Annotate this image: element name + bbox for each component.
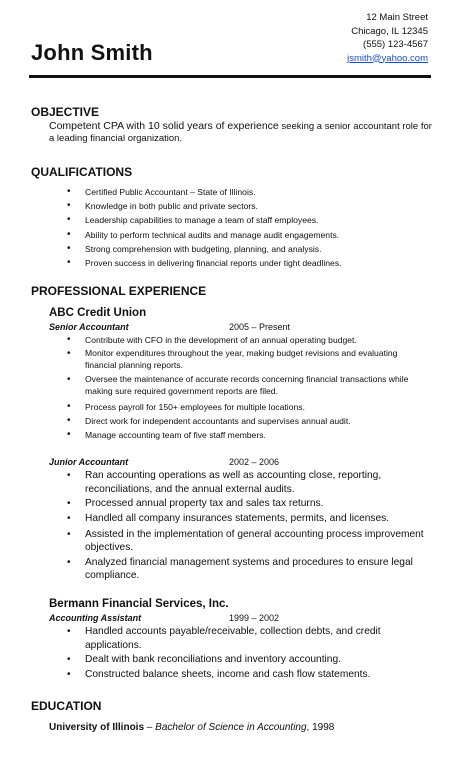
header-divider — [29, 75, 431, 78]
objective-text-lead: Competent CPA with 10 solid years of experience — [49, 120, 279, 132]
list-item — [31, 185, 437, 199]
qualifications-list — [31, 185, 437, 270]
bullet-icon: • — [67, 470, 71, 482]
list-item — [31, 242, 437, 256]
bullet-icon: • — [67, 668, 71, 680]
duty-text: Handled all company insurances statements, permits, and licenses. — [85, 513, 390, 524]
education-separator: – — [144, 722, 156, 734]
role-line — [49, 612, 437, 624]
list-item — [31, 400, 437, 414]
bullet-icon: • — [67, 334, 71, 346]
duty-text: Constructed balance sheets, income and cash flow statements. — [85, 668, 371, 680]
qualification-text: Proven success in delivering financial reports under tight deadlines. — [85, 258, 342, 269]
employer-name: ABC Credit Union — [49, 307, 147, 320]
bullet-icon: • — [67, 513, 71, 524]
qualification-text: Leadership capabilities to manage a team of staff employees. — [85, 215, 319, 226]
duty-text: Analyzed financial management systems and procedures to ensure legal compliance. — [85, 556, 413, 582]
objective-heading: OBJECTIVE — [31, 105, 100, 119]
job-title: Accounting Assistant — [49, 612, 142, 623]
job-dates: 2005 – Present — [229, 322, 291, 333]
school-name: University of Illinois — [49, 722, 145, 734]
qualification-text: Strong comprehension with budgeting, planning, and analysis. — [85, 243, 322, 254]
duty-text: Manage accounting team of five staff members. — [85, 430, 266, 441]
duty-text: Assisted in the implementation of general accounting process improvement objectives. — [85, 528, 424, 554]
bullet-icon: • — [67, 528, 71, 540]
bullet-icon: • — [67, 429, 71, 441]
bullet-icon: • — [67, 556, 71, 568]
role-line — [49, 321, 437, 333]
bullet-icon: • — [67, 625, 71, 637]
duty-text: Ran accounting operations as well as accounting close, reporting, reconciliations, and the annual external audits. — [85, 470, 382, 495]
address-line-2: Chicago, IL 12345 — [351, 25, 428, 37]
list-item — [31, 497, 437, 512]
list-item — [31, 414, 437, 428]
qualification-text: Certified Public Accountant – State of Illinois. — [85, 187, 256, 197]
duty-text: Process payroll for 150+ employees for multiple locations. — [85, 401, 305, 412]
job-dates: 2002 – 2006 — [229, 457, 280, 468]
duty-text: Dealt with bank reconciliations and inventory accounting. — [85, 654, 341, 666]
role-line — [49, 456, 437, 468]
phone-number: (555) 123-4567 — [363, 39, 428, 50]
bullet-icon: • — [67, 374, 71, 386]
list-item — [31, 653, 437, 668]
role-duties-list — [31, 469, 437, 583]
role-duties-list — [31, 625, 437, 682]
bullet-icon: • — [67, 348, 71, 360]
duty-text: Processed annual property tax and sales tax returns. — [85, 498, 324, 510]
objective-text — [49, 120, 437, 145]
duty-text: Direct work for independent accountants and supervises annual audit. — [85, 415, 351, 426]
bullet-icon: • — [67, 257, 71, 269]
email-link[interactable]: jsmith@yahoo.com — [347, 52, 428, 64]
list-item — [31, 199, 437, 213]
bullet-icon: • — [67, 200, 71, 212]
duty-text: Contribute with CFO in the development of an annual operating budget. — [85, 335, 357, 346]
bullet-icon: • — [67, 228, 71, 240]
qualification-text: Ability to perform technical audits and manage audit engagements. — [85, 229, 340, 240]
duty-text: Handled accounts payable/receivable, collection debts, and credit applications. — [85, 625, 381, 651]
education-entry — [49, 721, 437, 734]
job-dates: 1999 – 2002 — [229, 612, 280, 623]
experience-heading: PROFESSIONAL EXPERIENCE — [31, 284, 207, 299]
list-item — [31, 374, 437, 398]
graduation-year: , 1998 — [306, 722, 335, 734]
list-item — [31, 528, 437, 555]
objective-text-rest: seeking a senior accountant role for a leading financial organization. — [49, 121, 432, 144]
list-item — [31, 512, 437, 527]
list-item — [31, 668, 437, 683]
bullet-icon: • — [67, 242, 71, 254]
education-heading: EDUCATION — [31, 699, 102, 714]
duty-text: Monitor expenditures throughout the year, making budget revisions and evaluating financial planning reports. — [85, 348, 398, 371]
candidate-name: John Smith — [31, 40, 153, 65]
list-item — [31, 333, 437, 347]
duty-text: Oversee the maintenance of accurate records concerning financial transactions while making sure required government reports are filed. — [85, 374, 409, 396]
list-item — [31, 469, 437, 496]
list-item — [31, 556, 437, 583]
employer-name: Bermann Financial Services, Inc. — [49, 597, 229, 610]
bullet-icon: • — [67, 186, 71, 197]
degree-name: Bachelor of Science in Accounting — [155, 722, 307, 734]
list-item — [31, 228, 437, 242]
list-item — [31, 428, 437, 442]
address-line-1: 12 Main Street — [366, 12, 428, 23]
bullet-icon: • — [67, 400, 71, 412]
bullet-icon: • — [67, 414, 71, 426]
list-item — [31, 256, 437, 270]
list-item — [31, 213, 437, 227]
job-title: Senior Accountant — [49, 322, 129, 333]
qualifications-heading: QUALIFICATIONS — [31, 165, 133, 179]
resume-body — [31, 104, 437, 734]
bullet-icon: • — [67, 654, 71, 666]
qualification-text: Knowledge in both public and private sectors. — [85, 201, 258, 212]
bullet-icon: • — [67, 498, 71, 510]
role-duties-list — [31, 333, 437, 442]
job-title: Junior Accountant — [49, 457, 129, 468]
list-item — [31, 348, 437, 372]
list-item — [31, 625, 437, 652]
bullet-icon: • — [67, 214, 71, 226]
contact-block — [347, 11, 428, 65]
